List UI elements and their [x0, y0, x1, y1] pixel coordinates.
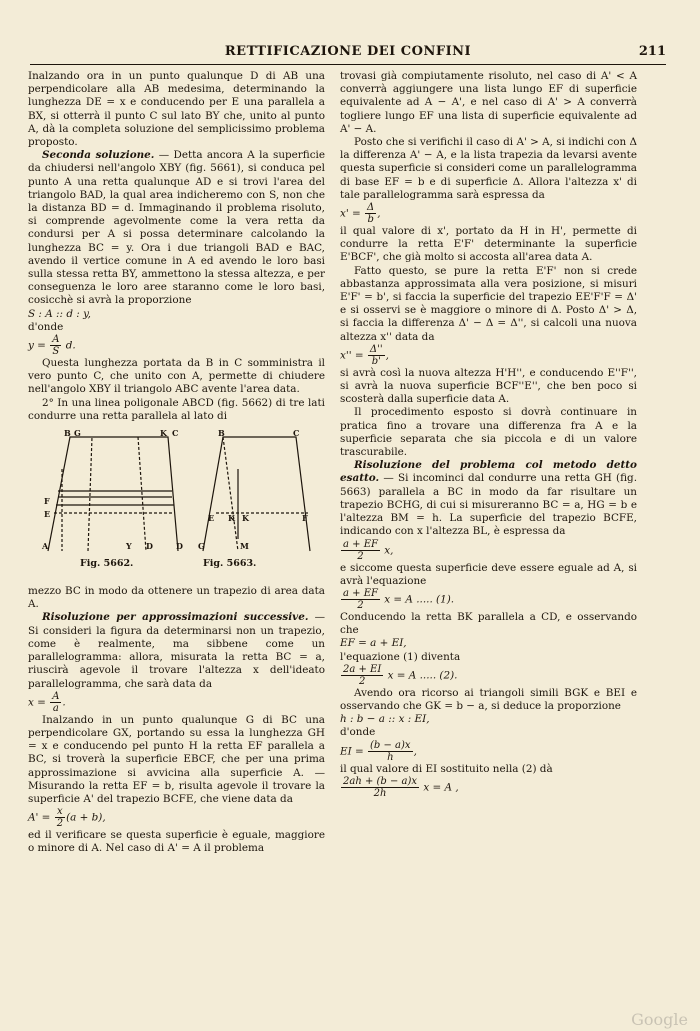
svg-text:M: M	[240, 541, 249, 552]
paragraph: e siccome questa superficie deve essere eguale ad A, si avrà l'equazione	[340, 561, 637, 587]
numerator: Δ	[367, 202, 375, 214]
formula-rhs: ,	[385, 349, 389, 362]
denominator: 2	[357, 550, 364, 562]
svg-text:E: E	[208, 513, 215, 524]
paragraph: Inalzando in un punto qualunque G di BC una perpendicolare GX, portando su essa la lunghezza GH = x e conducendo pel punto H la retta EF parallela a BC, si troverà la superficie EBCF, che per una prima approssimazione si avvicina alla superficie A. — Misurando la retta EF = b, risulta agevole il trovare la superficie A' del trapezio BCFE, che viene data da	[28, 713, 325, 805]
paragraph: Fatto questo, se pure la retta E'F' non si crede abbastanza approssimata alla vera posizione, si misuri E'F' = b', si faccia la superficie del trapezio EE'F'F = Δ' e si osservi se è maggiore o minore di Δ. Posto Δ' > Δ, si faccia la differenza Δ' − Δ = Δ'', si calcoli una nuova altezza x'' data da	[340, 264, 637, 343]
paragraph-text: — Si consideri la figura da determinarsi non un trapezio, come è realmente, ma sibbene come un parallelogramma: allora, misurata la retta BC = a, riuscirà agevole il trovare l'altezza x dell'ideato parallelogramma, che sarà data da	[28, 611, 325, 690]
numerator: (b − a)x	[370, 739, 411, 751]
numerator: Δ''	[369, 343, 383, 355]
paragraph: Il procedimento esposto si dovrà continuare in pratica fino a trovare una differenza fra A e la superficie separata che sia piccola e di un valore trascurabile.	[340, 406, 637, 459]
fraction	[55, 806, 65, 829]
denominator: a	[52, 702, 59, 714]
svg-text:K: K	[242, 513, 249, 524]
svg-text:A: A	[42, 541, 49, 552]
denominator: b	[367, 214, 374, 226]
numerator: A	[52, 334, 60, 346]
formula: h : b − a :: x : EI,	[340, 713, 430, 726]
fraction	[341, 539, 380, 562]
running-header	[30, 42, 666, 65]
numerator: 2ah + (b − a)x	[343, 775, 418, 787]
svg-text:F: F	[44, 496, 50, 507]
watermark: Google	[631, 1010, 688, 1029]
svg-text:Y: Y	[126, 541, 132, 552]
paragraph	[340, 459, 637, 538]
paragraph: Conducendo la retta BK parallela a CD, e osservando che	[340, 610, 637, 637]
paragraph: l'equazione (1) diventa	[340, 650, 461, 663]
denominator: b'	[371, 355, 381, 367]
numerator: 2a + EI	[343, 663, 382, 675]
paragraph: Inalzando ora in un punto qualunque D di AB una perpendicolare alla AB medesima, determinando la lunghezza DE = x e conducendo per E una parallela a BX, si otterrà il punto C sul lato BY che, unito al punto A, dà la completa soluzione del semplicissimo problema proposto.	[28, 70, 325, 149]
formula	[28, 334, 325, 357]
paragraph: il qual valore di EI sostituito nella (2) dà	[340, 762, 553, 775]
formula-lhs: x =	[28, 696, 46, 709]
numerator: a + EF	[343, 538, 378, 550]
svg-text:K: K	[228, 513, 235, 524]
svg-text:K: K	[160, 429, 167, 439]
fig5662-polygon	[48, 437, 178, 551]
paragraph: Questa lunghezza portata da B in C somministra il vero punto C, che unito con A, permette di chiudere nell'angolo XBY il triangolo ABC avente l'area data.	[28, 357, 325, 396]
section-heading: Risoluzione del problema col metodo detto esatto.	[340, 459, 637, 485]
denominator: 2	[56, 818, 64, 830]
figure-caption: Fig. 5662.	[80, 558, 134, 570]
formula	[340, 776, 637, 799]
svg-text:C: C	[172, 429, 179, 439]
connector-text: d'onde	[340, 726, 376, 739]
formula-rhs: .	[62, 696, 66, 709]
fraction	[50, 334, 61, 357]
formula	[340, 539, 637, 562]
formula-lhs: EI =	[340, 745, 364, 758]
formula-rhs: d.	[65, 339, 76, 352]
paragraph: Posto che si verifichi il caso di A' > A, si indichi con Δ la differenza A' − A, e la lista trapezia da levarsi avente questa superficie si consideri come un parallelogramma di base EF = b e di superficie Δ. Allora l'altezza x' di tale parallelogramma sarà espressa da	[340, 136, 637, 201]
formula-rhs: x = A ,	[423, 781, 459, 794]
formula-rhs: ,	[413, 745, 417, 758]
page-number: 211	[638, 44, 666, 59]
fraction	[341, 664, 383, 687]
formula-lhs: x' =	[340, 207, 361, 220]
formula	[340, 664, 637, 687]
fraction	[365, 202, 376, 225]
formula: S : A :: d : y,	[28, 307, 91, 320]
svg-text:B: B	[218, 429, 225, 439]
svg-text:E: E	[44, 509, 51, 520]
figures	[28, 429, 325, 581]
numerator: a + EF	[343, 587, 378, 599]
denominator: S	[52, 346, 60, 358]
formula	[28, 691, 325, 714]
numerator: A	[52, 690, 60, 702]
section-heading: Risoluzione per approssimazioni successive.	[42, 611, 309, 624]
svg-text:C: C	[293, 429, 300, 439]
formula-rhs: x = A ..... (2).	[387, 669, 458, 682]
header-title: RETTIFICAZIONE DEI CONFINI	[224, 44, 472, 59]
formula	[28, 806, 325, 829]
fig5663-polygon	[203, 437, 310, 551]
formula-lhs: A' =	[28, 811, 51, 824]
denominator: 2	[358, 675, 366, 687]
right-column	[340, 70, 637, 799]
paragraph	[28, 611, 325, 690]
formula-rhs: ,	[377, 207, 381, 220]
paragraph	[28, 149, 325, 307]
fraction	[341, 588, 380, 611]
paragraph-text: — Detta ancora A la superficie da chiudersi nell'angolo XBY (fig. 5661), si conduca pel punto A una retta qualunque AD e si trovi l'area del triangolo BAD, la qual area indicheremo con S, non che la distanza BD = d. Immaginando il problema risoluto, si comprende agevolmente come la vera retta da condursi per A si possa determinare calcolando la lunghezza BC = y. Ora i due triangoli BAD e BAC, avendo il vertice comune in A ed avendo le loro basi sulla stessa retta BY, ammettono la stessa altezza, e per conseguenza le loro aree staranno come le loro basi, cosicchè si avrà la proporzione	[28, 149, 326, 307]
formula	[340, 202, 637, 225]
formula-rhs: (a + b),	[66, 811, 106, 824]
paragraph: ed il verificare se questa superficie è eguale, maggiore o minore di A. Nel caso di A' = A il problema	[28, 829, 325, 855]
formula-rhs: x = A ..... (1).	[384, 593, 455, 606]
svg-text:F: F	[302, 513, 308, 524]
paragraph: trovasi già compiutamente risoluto, nel caso di A' < A converrà aggiungere una lista lungo EF di superficie equivalente ad A − A', e nel caso di A' > A converrà togliere lungo EF una lista di superficie equivalente ad A' − A.	[340, 70, 637, 135]
svg-text:D: D	[146, 541, 153, 552]
formula-lhs: y =	[28, 339, 46, 352]
formula-lhs: x'' =	[340, 349, 364, 362]
fraction	[368, 740, 413, 763]
formula	[340, 740, 637, 763]
formula: EF = a + EI,	[340, 637, 407, 650]
paragraph: Avendo ora ricorso ai triangoli simili BGK e BEI e osservando che GK = b − a, si deduce la proporzione	[340, 686, 637, 712]
svg-text:B: B	[64, 429, 71, 439]
formula	[340, 588, 637, 611]
connector-text: d'onde	[28, 320, 64, 333]
numerator: x	[55, 806, 65, 818]
figure-diagrams	[28, 429, 325, 559]
fraction	[341, 776, 419, 799]
svg-text:G: G	[74, 429, 81, 439]
paragraph: 2° In una linea poligonale ABCD (fig. 5662) di tre lati condurre una retta parallela al lato di	[28, 396, 325, 422]
paragraph-text: — Si incominci dal condurre una retta GH (fig. 5663) parallela a BC in modo da far risultare un trapezio BCHG, di cui si misureranno BC = a, HG = b e l'altezza BM = h. La superficie del trapezio BCFE, indicando con x l'altezza BL, è espressa da	[340, 472, 637, 538]
denominator: h	[387, 751, 394, 763]
fraction	[368, 344, 385, 367]
fraction	[50, 691, 61, 714]
paragraph: il qual valore di x', portato da H in H', permette di condurre la retta E'F' determinante la superficie E'BCF', che già molto si accosta all'area data A.	[340, 225, 637, 264]
section-heading: Seconda soluzione.	[42, 149, 155, 162]
formula-rhs: x,	[384, 544, 394, 556]
paragraph: mezzo BC in modo da ottenere un trapezio di area data A.	[28, 585, 325, 611]
denominator: 2	[357, 599, 364, 611]
paragraph: si avrà così la nuova altezza H'H'', e conducendo E''F'', si avrà la nuova superficie BCF''E'', che ben poco si scosterà dalla superficie data A.	[340, 366, 637, 406]
svg-text:G: G	[198, 541, 205, 552]
left-column	[28, 70, 325, 856]
svg-text:D: D	[176, 541, 183, 552]
formula	[340, 344, 637, 367]
denominator: 2h	[373, 787, 387, 799]
figure-caption: Fig. 5663.	[203, 558, 257, 570]
